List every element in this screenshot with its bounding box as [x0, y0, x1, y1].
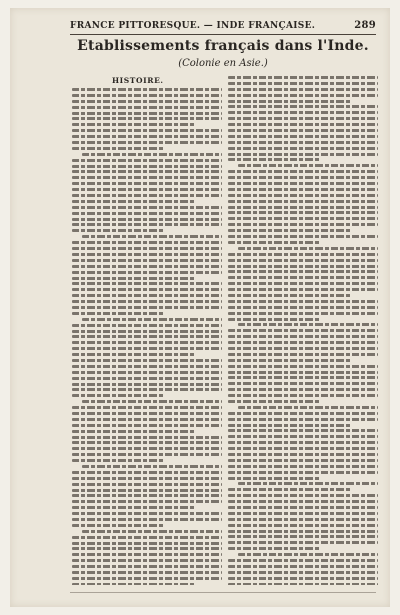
text-line — [72, 312, 165, 315]
text-line — [72, 223, 222, 226]
text-line — [228, 335, 378, 338]
article-title: Etablissements français dans l'Inde. — [77, 38, 369, 54]
text-line — [72, 453, 222, 456]
text-line — [228, 200, 378, 203]
text-line — [228, 265, 378, 268]
section-heading: HISTOIRE. — [112, 76, 164, 85]
text-line — [72, 383, 222, 386]
text-line — [72, 388, 222, 391]
text-line — [228, 318, 321, 321]
text-line — [72, 371, 222, 374]
text-line — [72, 271, 222, 274]
text-line — [228, 359, 351, 362]
text-line — [228, 147, 378, 150]
text-line — [72, 300, 222, 303]
text-line — [228, 259, 378, 262]
text-line — [228, 500, 378, 503]
text-line — [228, 365, 378, 368]
text-line — [72, 123, 195, 126]
text-line — [228, 135, 378, 138]
text-line — [82, 318, 222, 321]
text-line — [238, 482, 378, 485]
text-line — [228, 353, 378, 356]
text-line — [72, 259, 222, 262]
text-line — [228, 129, 378, 132]
text-line — [72, 100, 222, 103]
text-line — [228, 170, 378, 173]
text-line — [228, 82, 378, 85]
text-line — [72, 218, 222, 221]
text-line — [72, 135, 222, 138]
text-line — [72, 477, 222, 480]
text-line — [228, 141, 378, 144]
text-line — [228, 518, 378, 521]
text-line — [82, 530, 222, 533]
text-line — [72, 471, 222, 474]
text-line — [228, 276, 378, 279]
text-line — [72, 506, 195, 509]
text-line — [72, 141, 222, 144]
text-line — [72, 430, 195, 433]
text-line — [238, 247, 378, 250]
text-line — [72, 247, 222, 250]
text-line — [228, 176, 378, 179]
bottom-rule — [70, 592, 376, 593]
text-line — [72, 571, 222, 574]
text-line — [228, 547, 321, 550]
text-line — [228, 541, 378, 544]
text-line — [72, 536, 222, 539]
text-line — [72, 324, 222, 327]
text-line — [72, 341, 222, 344]
text-line — [228, 412, 378, 415]
text-line — [82, 400, 222, 403]
text-line — [72, 447, 222, 450]
text-line — [228, 294, 351, 297]
text-line — [228, 447, 378, 450]
text-line — [72, 112, 222, 115]
text-line — [228, 153, 378, 156]
text-line — [228, 494, 378, 497]
page-number: 289 — [354, 20, 376, 31]
text-line — [72, 436, 222, 439]
text-line — [228, 211, 378, 214]
text-line — [72, 335, 222, 338]
text-line — [72, 518, 222, 521]
text-line — [72, 176, 222, 179]
text-line — [228, 524, 378, 527]
text-line — [228, 306, 378, 309]
text-line — [72, 547, 222, 550]
text-line — [72, 200, 195, 203]
illegible-body-text-left — [72, 88, 222, 585]
running-header — [70, 20, 376, 31]
text-line — [72, 500, 222, 503]
text-line — [228, 530, 378, 533]
text-line — [228, 253, 378, 256]
text-line — [228, 300, 378, 303]
text-line — [72, 418, 222, 421]
text-line — [228, 117, 378, 120]
text-line — [72, 206, 222, 209]
text-line — [228, 206, 378, 209]
text-line — [72, 483, 222, 486]
header-rule — [70, 34, 376, 35]
text-line — [228, 347, 378, 350]
text-line — [72, 282, 222, 285]
text-line — [228, 312, 378, 315]
text-line — [72, 129, 222, 132]
text-line — [228, 512, 378, 515]
text-line — [228, 241, 321, 244]
text-line — [72, 565, 222, 568]
illegible-body-text-right — [228, 76, 378, 585]
text-line — [228, 188, 378, 191]
text-line — [238, 553, 378, 556]
running-title: FRANCE PITTORESQUE. — INDE FRANÇAISE. — [70, 21, 316, 31]
text-line — [72, 559, 222, 562]
text-line — [72, 229, 165, 232]
text-line — [72, 394, 165, 397]
text-line — [238, 164, 378, 167]
text-line — [72, 441, 222, 444]
text-line — [72, 182, 222, 185]
text-column-left — [72, 76, 222, 585]
text-line — [72, 353, 195, 356]
text-line — [82, 235, 222, 238]
text-line — [228, 459, 378, 462]
text-line — [72, 347, 222, 350]
text-line — [72, 188, 222, 191]
text-line — [228, 217, 378, 220]
text-line — [72, 277, 195, 280]
text-line — [228, 182, 378, 185]
text-line — [228, 76, 378, 79]
text-line — [72, 253, 222, 256]
text-line — [228, 341, 378, 344]
text-line — [228, 535, 378, 538]
text-line — [72, 583, 195, 585]
text-line — [228, 288, 378, 291]
text-line — [228, 424, 351, 427]
text-line — [72, 542, 222, 545]
text-line — [72, 512, 222, 515]
article-subtitle: (Colonie en Asie.) — [178, 58, 268, 69]
text-line — [228, 400, 321, 403]
text-line — [228, 477, 321, 480]
text-line — [228, 394, 378, 397]
text-line — [72, 553, 222, 556]
text-line — [72, 330, 222, 333]
text-line — [72, 412, 222, 415]
text-line — [228, 270, 378, 273]
text-line — [228, 488, 351, 491]
text-line — [72, 494, 222, 497]
text-line — [72, 577, 222, 580]
text-line — [228, 577, 378, 580]
text-line — [238, 323, 378, 326]
text-line — [72, 170, 222, 173]
text-line — [72, 106, 222, 109]
text-line — [72, 94, 222, 97]
text-line — [228, 571, 378, 574]
text-line — [72, 459, 165, 462]
text-line — [228, 223, 378, 226]
text-line — [228, 105, 378, 108]
text-line — [72, 524, 165, 527]
text-line — [228, 506, 378, 509]
text-line — [228, 235, 378, 238]
text-line — [82, 465, 222, 468]
text-line — [228, 441, 378, 444]
text-line — [228, 194, 378, 197]
text-line — [228, 435, 378, 438]
text-line — [228, 100, 351, 103]
text-line — [72, 117, 222, 120]
text-line — [228, 382, 378, 385]
text-line — [228, 471, 378, 474]
text-line — [228, 329, 378, 332]
scanned-page — [10, 8, 390, 607]
text-line — [72, 294, 222, 297]
text-line — [228, 123, 378, 126]
text-line — [228, 94, 378, 97]
text-line — [72, 194, 222, 197]
text-line — [72, 406, 222, 409]
text-line — [228, 229, 351, 232]
text-line — [72, 212, 222, 215]
text-line — [72, 159, 222, 162]
text-column-right — [228, 76, 378, 585]
text-line — [72, 147, 165, 150]
text-line — [72, 306, 222, 309]
text-line — [228, 388, 378, 391]
text-line — [82, 153, 222, 156]
text-line — [228, 583, 378, 585]
text-line — [228, 88, 378, 91]
text-line — [228, 282, 378, 285]
text-line — [228, 429, 378, 432]
text-line — [228, 371, 378, 374]
text-line — [238, 406, 378, 409]
text-line — [72, 88, 222, 91]
text-line — [228, 565, 378, 568]
text-line — [228, 111, 378, 114]
text-line — [228, 465, 378, 468]
text-line — [72, 489, 222, 492]
text-line — [72, 265, 222, 268]
text-line — [228, 376, 378, 379]
text-line — [72, 424, 222, 427]
text-line — [228, 453, 378, 456]
text-line — [228, 418, 378, 421]
text-line — [72, 288, 222, 291]
text-line — [72, 377, 222, 380]
text-line — [72, 365, 222, 368]
text-line — [228, 559, 378, 562]
text-line — [228, 158, 321, 161]
text-line — [72, 359, 222, 362]
text-line — [72, 241, 222, 244]
text-line — [72, 165, 222, 168]
